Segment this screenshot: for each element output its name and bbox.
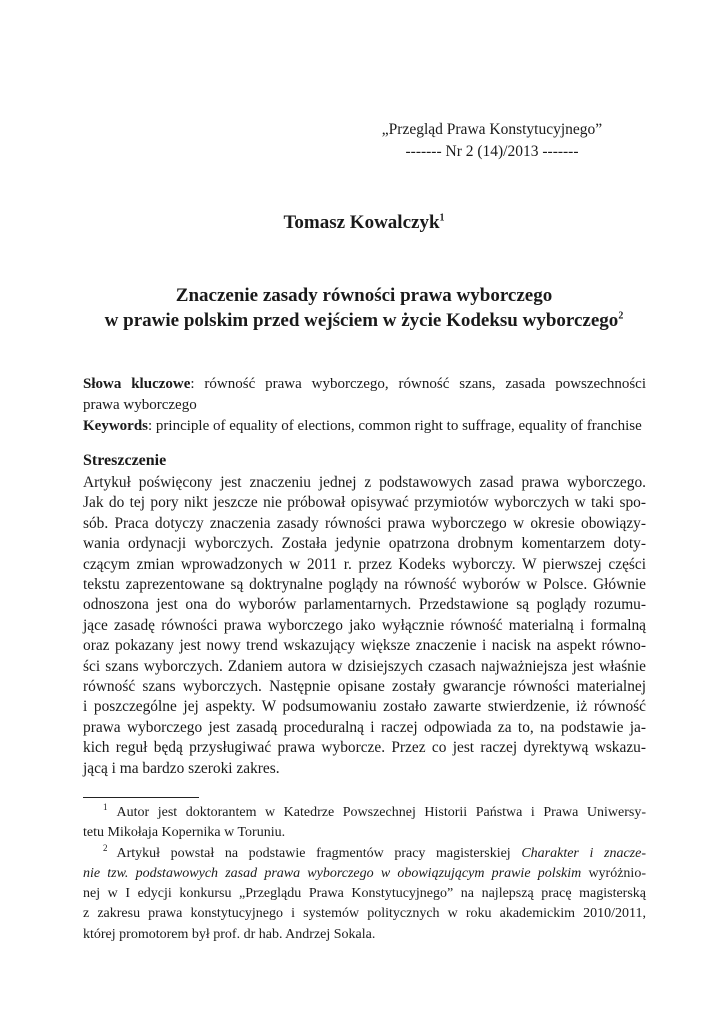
- abstract-line: odnoszona jest ona do wyborów parlamentarnych. Przedstawione są poglądy rozumu-: [83, 596, 646, 614]
- footnote-1-line-1: Autor jest doktorantem w Katedrze Powszechnej Historii Państwa i Prawa Uniwersy-: [116, 805, 646, 820]
- abstract-line: jące zasadę równości prawa wyborczego jako wyłącznie równość materialną i formalną: [83, 616, 646, 634]
- keywords-pl-cont: prawa wyborczego: [83, 397, 197, 413]
- abstract-line: sób. Praca dotyczy znaczenia zasady równości prawa wyborczego w okresie obowiązy-: [83, 514, 646, 532]
- journal-header: [342, 119, 642, 163]
- abstract-line: równość szans wyborczych. Następnie opisane zostały gwarancje równości materialnej: [83, 678, 646, 696]
- footnote-1-mark: 1: [103, 802, 108, 813]
- title-line-1: Znaczenie zasady równości prawa wyborczego: [175, 285, 553, 306]
- abstract-line: i poszczególne jej aspekty. W podsumowaniu zostało zawarte stwierdzenie, iż równość: [83, 698, 646, 716]
- abstract-line: oraz pokazany jest nowy trend wskazujący większe znaczenie i nacisk na aspekt równo-: [83, 637, 646, 655]
- footnote-1-line-2: tetu Mikołaja Kopernika w Toruniu.: [83, 825, 286, 841]
- abstract-line: jącą i ma bardzo szeroki zakres.: [83, 759, 280, 777]
- footnote-2-mark: 2: [103, 842, 108, 853]
- abstract-line: Jak do tej pory nikt jeszcze nie próbował opisywać przymiotów wyborczych w taki spo-: [83, 494, 646, 512]
- keywords-pl-text1: : równość prawa wyborczego, równość szans, zasada powszechności: [190, 376, 646, 392]
- footnote-2-line-4: z zakresu prawa konstytucyjnego i systemów politycznych w roku akademickim 2010/2011,: [83, 906, 646, 922]
- abstract-line: czącym zmian wprowadzonych w 2011 r. przez Kodeks wyborczy. W pierwszej części: [83, 555, 646, 573]
- keywords-en-text: : principle of equality of elections, common right to suffrage, equality of franchise: [148, 418, 642, 434]
- author-name-text: Tomasz Kowalczyk: [283, 212, 440, 233]
- abstract-line: tekstu zaprezentowane są doktrynalne poglądy na równość wyborów w Polsce. Głównie: [83, 576, 646, 594]
- abstract-line: prawa wyborczego jest zasadą proceduralną i raczej odpowiada za to, na podstawie ja-: [83, 718, 646, 736]
- footnote-2-line-1a: Artykuł powstał na podstawie fragmentów pracy magisterskiej: [116, 845, 522, 861]
- keywords-en: [83, 416, 646, 437]
- journal-name: „Przegląd Prawa Konstytucyjnego”: [381, 121, 603, 138]
- footnote-2-line-1b: Charakter i znacze-: [521, 845, 646, 861]
- journal-issue: ------- Nr 2 (14)/2013 -------: [405, 143, 579, 160]
- footnotes: [83, 803, 646, 945]
- title-line-2: [40, 308, 688, 333]
- footnote-2-line-2a: nie tzw. podstawowych zasad prawa wyborczego w obowiązującym prawie polskim: [83, 865, 582, 881]
- keywords-pl-label: Słowa kluczowe: [83, 376, 191, 392]
- keywords-block: [83, 374, 646, 437]
- article-title: [40, 283, 688, 333]
- author-name: [0, 212, 728, 234]
- footnote-2-line-3: nej w I edycji konkursu „Przeglądu Prawa Konstytucyjnego” na najlepszą pracę magisterską: [83, 886, 646, 902]
- abstract-heading: Streszczenie: [83, 452, 167, 469]
- footnote-2-line-5: której promotorem był prof. dr hab. Andrzej Sokala.: [83, 926, 376, 942]
- footnote-1: [83, 803, 646, 823]
- title-line-2-text: w prawie polskim przed wejściem w życie Kodeksu wyborczego: [104, 310, 619, 331]
- keywords-en-label: Keywords: [83, 418, 148, 434]
- footnote-2-line-2b: wyróżnio-: [581, 865, 646, 881]
- footnote-2: [83, 844, 646, 864]
- keywords-pl: [83, 374, 646, 395]
- abstract-line: kich reguł będą przysługiwać prawa wyborcze. Przez co jest raczej dyrektywą wskazu-: [83, 739, 646, 757]
- abstract-line: Artykuł poświęcony jest znaczeniu jednej z podstawowych zasad prawa wyborczego.: [83, 474, 646, 491]
- abstract-body: [83, 473, 646, 779]
- footnote-separator: [83, 797, 199, 798]
- footnote-2-line-2: [83, 864, 646, 884]
- title-footnote-mark[interactable]: 2: [618, 310, 624, 322]
- abstract-line: ści szans wyborczych. Zdaniem autora w dzisiejszych czasach najważniejsza jest właśnie: [83, 657, 646, 675]
- author-footnote-mark[interactable]: 1: [439, 212, 445, 224]
- abstract-line: wania ordynacji wyborczych. Została jedynie opatrzona drobnym komentarzem doty-: [83, 535, 646, 553]
